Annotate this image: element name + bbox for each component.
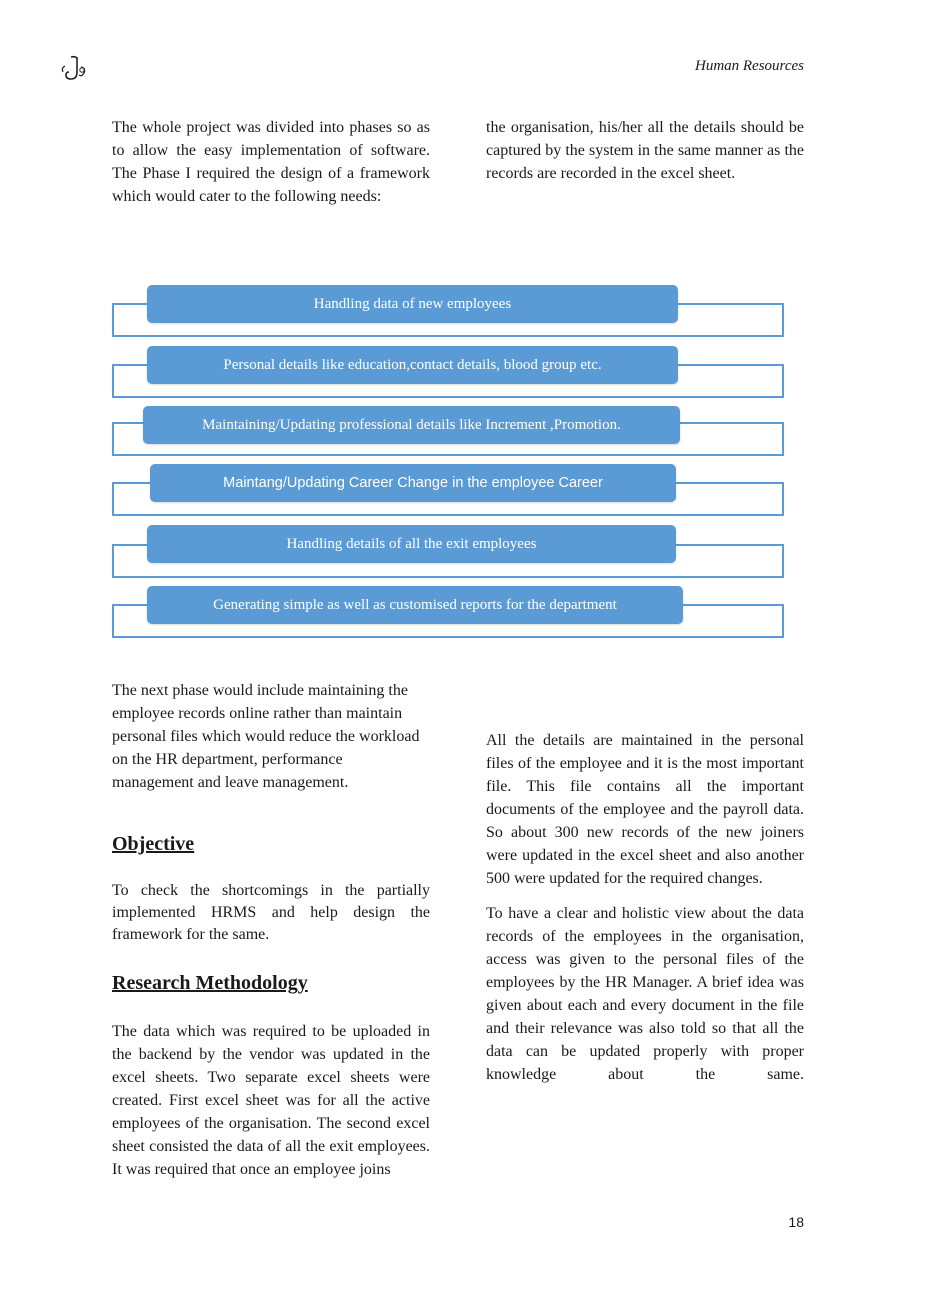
intro-left-column (112, 116, 430, 208)
intro-right-column (486, 116, 804, 185)
diagram-item: Handling data of new employees (147, 285, 678, 323)
objective-heading: Objective (112, 833, 195, 855)
header-title: Human Resources (694, 58, 804, 74)
diagram-item: Generating simple as well as customised reports for the department (147, 586, 683, 624)
page-number: 18 (788, 1214, 804, 1230)
left-column (112, 679, 430, 794)
diagram-item: Maintaining/Updating professional details like Increment ,Promotion. (143, 406, 680, 444)
monogram-logo-icon (58, 54, 88, 82)
next-phase-paragraph: The next phase would include maintaining the employee records online rather than maintain personal files which would reduce the workload on the HR department, performance management and leave management. (112, 682, 420, 791)
research-methodology-heading: Research Methodology (112, 972, 308, 994)
research-paragraph: The data which was required to be uploaded in the backend by the vendor was updated in the excel sheets. Two separate excel sheets were created. First excel sheet was for all the active employees of the organisation. The second excel sheet consisted the data of all the exit employees. It was required that once an employee joins (112, 1023, 430, 1178)
personal-files-paragraph: All the details are maintained in the personal files of the employee and it is the most important file. This file contains all the important documents of the employee and the payroll data. So about 300 new records of the new joiners were updated in the excel sheet and also another 500 were updated for the required changes. (486, 732, 804, 887)
intro-left-paragraph: The whole project was divided into phases so as to allow the easy implementation of software. The Phase I required the design of a framework which would cater to the following needs: (112, 119, 430, 205)
diagram-item: Maintang/Updating Career Change in the employee Career (150, 464, 676, 502)
holistic-view-paragraph: To have a clear and holistic view about the data records of the employees in the organisation, access was given to the personal files of the employees by the HR Manager. A brief idea was given about each and every document in the file and their relevance was also told so that all the data can be updated properly with proper knowledge about the same. (486, 905, 804, 1083)
research-section (112, 1020, 430, 1181)
right-column (486, 729, 804, 1086)
objective-section (112, 880, 430, 946)
diagram-item: Handling details of all the exit employees (147, 525, 676, 563)
diagram-item: Personal details like education,contact details, blood group etc. (147, 346, 678, 384)
objective-paragraph: To check the shortcomings in the partially implemented HRMS and help design the framework for the same. (112, 882, 430, 943)
intro-right-paragraph: the organisation, his/her all the details should be captured by the system in the same manner as the records are recorded in the excel sheet. (486, 119, 804, 182)
